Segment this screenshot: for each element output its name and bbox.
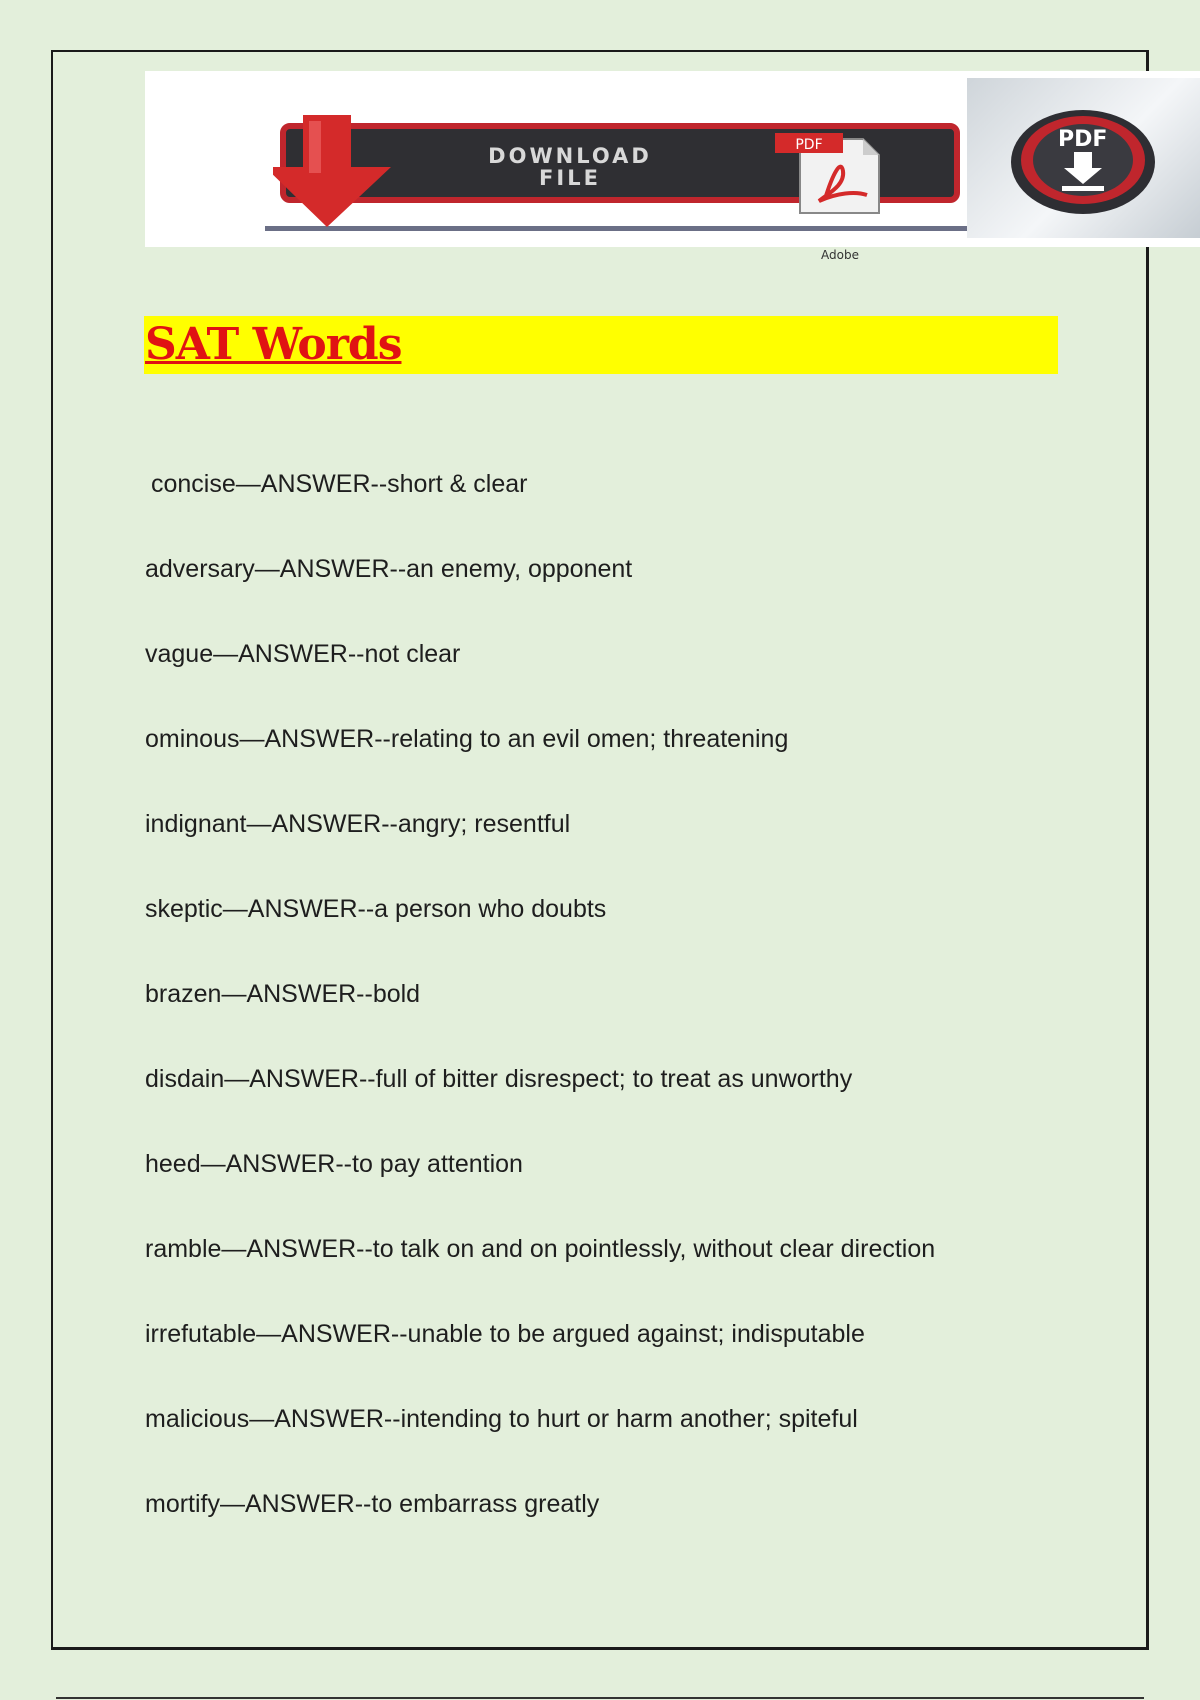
vocab-entry: indignant—ANSWER--angry; resentful [145,810,571,838]
pdf-file-icon [775,129,887,215]
download-arrow-icon [273,115,398,227]
download-label[interactable]: DOWNLOAD FILE [488,144,652,190]
vocab-entry: concise—ANSWER--short & clear [151,470,528,498]
vocab-entry: mortify—ANSWER--to embarrass greatly [145,1490,600,1518]
pdf-download-badge-icon[interactable] [1008,106,1158,214]
vocab-list [145,469,935,1574]
vocab-entry: brazen—ANSWER--bold [145,980,421,1008]
pdf-badge-label: PDF [1058,127,1108,152]
vocab-entry: adversary—ANSWER--an enemy, opponent [145,555,633,583]
pdf-doc-label: PDF [795,137,823,153]
vocab-entry: ominous—ANSWER--relating to an evil omen; threatening [145,725,789,753]
bottom-divider [56,1697,1144,1699]
vocab-entry: malicious—ANSWER--intending to hurt or harm another; spiteful [145,1405,858,1433]
vocab-entry: heed—ANSWER--to pay attention [145,1150,523,1178]
adobe-label: Adobe [821,248,859,262]
vocab-entry: ramble—ANSWER--to talk on and on pointlessly, without clear direction [145,1235,936,1263]
vocab-entry: skeptic—ANSWER--a person who doubts [145,895,607,923]
vocab-entry: irrefutable—ANSWER--unable to be argued against; indisputable [145,1320,865,1348]
vocab-entry: vague—ANSWER--not clear [145,640,461,668]
page-title: SAT Words [145,319,402,370]
vocab-entry: disdain—ANSWER--full of bitter disrespect; to treat as unworthy [145,1065,853,1093]
